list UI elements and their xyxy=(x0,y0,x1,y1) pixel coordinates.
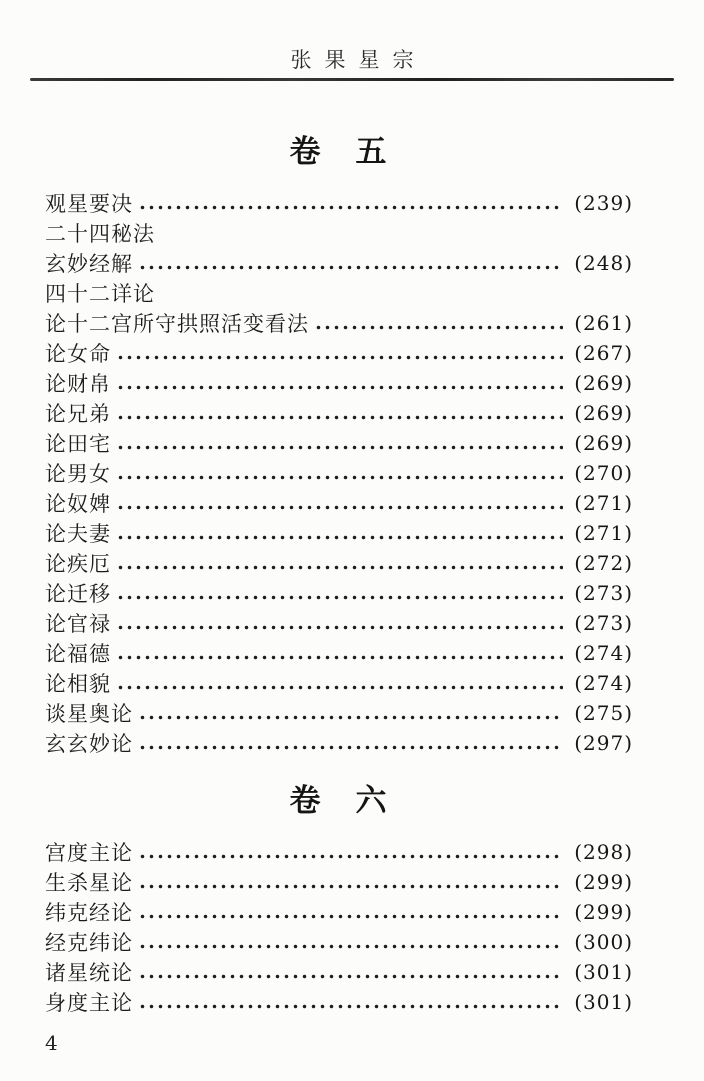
toc-entry xyxy=(45,488,633,518)
toc-entry xyxy=(45,368,633,398)
toc-entry xyxy=(45,837,633,867)
entry-title: 玄玄妙论 xyxy=(45,732,133,756)
entry-page-number: (299) xyxy=(574,870,633,894)
entry-page-number: (272) xyxy=(574,551,633,575)
toc-entry xyxy=(45,398,633,428)
entry-title: 论财帛 xyxy=(45,372,111,396)
entry-page-number: (269) xyxy=(574,371,633,395)
toc-entry xyxy=(45,668,633,698)
entry-page-number: (239) xyxy=(574,191,633,215)
dot-leader xyxy=(116,595,563,600)
toc-entry xyxy=(45,578,633,608)
toc-section xyxy=(45,133,633,758)
dot-leader xyxy=(116,415,563,420)
toc-entry xyxy=(45,518,633,548)
dot-leader xyxy=(116,385,563,390)
toc-entry xyxy=(45,458,633,488)
toc-entry xyxy=(45,927,633,957)
entry-page-number: (261) xyxy=(574,311,633,335)
toc-section xyxy=(45,782,633,1017)
entry-title: 论迁移 xyxy=(45,582,111,606)
toc-entry xyxy=(45,428,633,458)
entry-page-number: (298) xyxy=(574,840,633,864)
entry-page-number: (274) xyxy=(574,671,633,695)
entry-page-number: (300) xyxy=(574,930,633,954)
toc-entry xyxy=(45,728,633,758)
toc-entry xyxy=(45,248,633,278)
dot-leader xyxy=(138,265,563,270)
entry-page-number: (301) xyxy=(574,990,633,1014)
entry-title: 四十二详论 xyxy=(45,282,155,306)
dot-leader xyxy=(116,355,563,360)
entry-title: 二十四秘法 xyxy=(45,222,155,246)
entry-title: 论田宅 xyxy=(45,432,111,456)
entry-title: 论男女 xyxy=(45,462,111,486)
toc-entry xyxy=(45,987,633,1017)
dot-leader xyxy=(138,1004,563,1009)
entry-page-number: (297) xyxy=(574,731,633,755)
dot-leader xyxy=(138,715,563,720)
entry-page-number: (270) xyxy=(574,461,633,485)
entry-page-number: (299) xyxy=(574,900,633,924)
dot-leader xyxy=(138,205,563,210)
dot-leader xyxy=(116,535,563,540)
dot-leader xyxy=(138,884,563,889)
dot-leader xyxy=(116,445,563,450)
entry-page-number: (248) xyxy=(574,251,633,275)
toc-entry xyxy=(45,338,633,368)
entry-page-number: (274) xyxy=(574,641,633,665)
entry-title: 论夫妻 xyxy=(45,522,111,546)
dot-leader xyxy=(138,944,563,949)
entry-list xyxy=(45,837,633,1017)
dot-leader xyxy=(116,505,563,510)
entry-title: 论相貌 xyxy=(45,672,111,696)
entry-title: 论奴婢 xyxy=(45,492,111,516)
dot-leader xyxy=(138,854,563,859)
entry-page-number: (273) xyxy=(574,581,633,605)
entry-page-number: (269) xyxy=(574,431,633,455)
toc-entry xyxy=(45,698,633,728)
entry-title: 论官禄 xyxy=(45,612,111,636)
entry-title: 谈星奥论 xyxy=(45,702,133,726)
book-title: 张果星宗 xyxy=(290,48,427,72)
toc-entry xyxy=(45,608,633,638)
entry-title: 论女命 xyxy=(45,342,111,366)
entry-title: 诸星统论 xyxy=(45,961,133,985)
dot-leader xyxy=(138,745,563,750)
dot-leader xyxy=(314,325,563,330)
page-number: 4 xyxy=(45,1031,58,1055)
dot-leader xyxy=(116,655,563,660)
dot-leader xyxy=(116,685,563,690)
entry-title: 宫度主论 xyxy=(45,841,133,865)
entry-page-number: (271) xyxy=(574,491,633,515)
toc-entry xyxy=(45,957,633,987)
entry-page-number: (271) xyxy=(574,521,633,545)
entry-page-number: (273) xyxy=(574,611,633,635)
entry-title: 经克纬论 xyxy=(45,931,133,955)
entry-title: 玄妙经解 xyxy=(45,252,133,276)
entry-page-number: (301) xyxy=(574,960,633,984)
toc-entry xyxy=(45,638,633,668)
entry-page-number: (269) xyxy=(574,401,633,425)
entry-title: 论兄弟 xyxy=(45,402,111,426)
entry-title: 身度主论 xyxy=(45,991,133,1015)
section-heading: 卷 五 xyxy=(289,134,389,170)
toc-entry xyxy=(45,548,633,578)
entry-page-number: (267) xyxy=(574,341,633,365)
section-heading: 卷 六 xyxy=(289,783,389,819)
toc-entry xyxy=(45,308,633,338)
entry-title: 纬克经论 xyxy=(45,901,133,925)
entry-title: 论福德 xyxy=(45,642,111,666)
entry-title: 观星要决 xyxy=(45,192,133,216)
dot-leader xyxy=(138,914,563,919)
toc-entry xyxy=(45,867,633,897)
dot-leader xyxy=(116,475,563,480)
dot-leader xyxy=(116,565,563,570)
entry-title: 论疾厄 xyxy=(45,552,111,576)
dot-leader xyxy=(138,974,563,979)
entry-title: 生杀星论 xyxy=(45,871,133,895)
entry-page-number: (275) xyxy=(574,701,633,725)
dot-leader xyxy=(116,625,563,630)
toc-entry xyxy=(45,278,633,308)
entry-list xyxy=(45,188,633,758)
toc-entry xyxy=(45,218,633,248)
table-of-contents xyxy=(45,0,633,1017)
toc-entry xyxy=(45,897,633,927)
toc-entry xyxy=(45,188,633,218)
entry-title: 论十二宫所守拱照活变看法 xyxy=(45,312,309,336)
